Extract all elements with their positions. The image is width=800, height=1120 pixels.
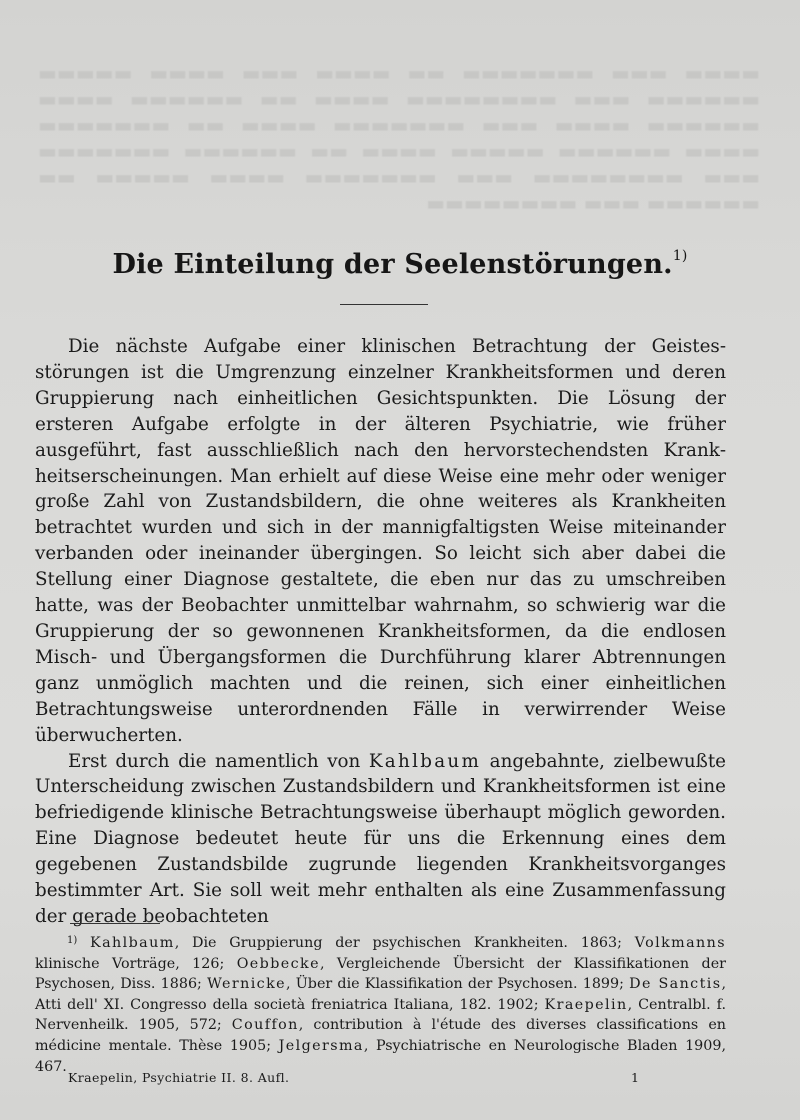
title-rule — [340, 304, 428, 305]
text-run: Erst durch die namentlich von — [68, 750, 369, 772]
footnote-mark: 1) — [67, 935, 78, 946]
footnote-text — [35, 931, 726, 1077]
footnote-run: , Centralbl. f. Nervenheilk. 1905, 572; — [35, 996, 726, 1034]
show-through-texture: ▬▬▬▬ ▬▬▬ ▬▬▬▬▬▬▬ ▬▬ ▬▬▬▬ ▬▬▬ ▬▬▬▬ ▬▬▬▬▬ ▬▬▬▬▬▬ ▬▬▬ ▬▬▬▬▬▬▬▬ ▬▬▬▬ ▬▬ ▬▬▬▬▬▬ ▬▬▬▬ ▬▬▬▬▬▬ ▬▬▬▬ ▬▬▬ ▬▬▬▬▬▬▬ ▬▬▬▬ ▬▬ ▬▬▬▬▬▬▬ ▬▬▬▬ ▬▬▬▬▬▬ ▬▬▬▬▬ ▬▬▬▬ ▬▬ ▬▬▬▬▬▬ ▬▬▬▬▬▬▬ ▬▬▬ ▬▬▬▬▬▬▬▬ ▬▬▬ ▬▬▬▬▬▬▬ ▬▬▬▬ ▬▬▬▬▬ ▬▬ ▬▬▬▬▬▬ ▬▬▬ ▬▬▬▬▬▬▬▬ — [38, 61, 760, 215]
spaced-name: Kahlbaum — [368, 750, 482, 772]
footnote-author: Oebbecke — [236, 955, 320, 972]
footnote-run: klinische Vorträge, 126; — [35, 955, 237, 972]
chapter-title — [0, 248, 800, 280]
footnote-author: Kahlbaum — [90, 935, 175, 951]
footnote-run: , Die Gruppierung der psychischen Krankheiten. 1863; — [174, 935, 635, 951]
footnote-rule — [70, 923, 160, 924]
footnote — [35, 931, 726, 1077]
chapter-title-text: Die Einteilung der Seelenstörungen. — [112, 249, 673, 280]
footnote-author: Wernicke — [207, 976, 286, 993]
body-text — [35, 334, 726, 930]
footnote-run: , Über die Klassifikation der Psychosen. 1899; — [286, 976, 630, 993]
footnote-run: , contribution à l'étude des diverses classifications en médicine mentale. Thèse 1905; — [35, 1017, 726, 1054]
footnote-author: De Sanctis — [629, 976, 722, 993]
signature-line: Kraepelin, Psychiatrie II. 8. Aufl. — [68, 1070, 290, 1085]
title-footnote-mark: 1) — [672, 248, 688, 264]
body-paragraph — [35, 749, 726, 930]
footnote-run: , Atti dell' XI. Congresso della società freniatrica Italiana, 182. 1902; — [35, 976, 726, 1013]
text-run: angebahnte, zielbewußte Unterscheidung zwischen Zustandsbildern und Krankheitsformen ist eine befriedigende klinische Betrachtungsweise überhaupt möglich geworden. Eine Diagnose bedeutet heute für uns die Erkennung eines dem gegebenen Zustandsbilde zugrunde liegenden Krankheitsvorganges bestimmter Art. Sie soll weit mehr enthalten als eine Zusammenfassung der gerade beobachteten — [35, 750, 726, 927]
text-run: Die nächste Aufgabe einer klinischen Betrachtung der Geistesstörungen ist die Umgrenzung einzelner Krankheitsformen und deren Gruppierung nach einheitlichen Gesichtspunkten. Die Lösung der ersteren Aufgabe erfolgte in der älteren Psychiatrie, wie früher ausgeführt, fast ausschließlich nach den hervorstechendsten Krankheitserscheinungen. Man erhielt auf diese Weise eine mehr oder weniger große Zahl von Zustandsbildern, die ohne weiteres als Krankheiten betrachtet wurden und sich in der mannigfaltigsten Weise miteinander verbanden oder ineinander übergingen. So leicht sich aber dabei die Stellung einer Diagnose gestaltete, die eben nur das zu umschreiben hatte, was der Beobachter unmittelbar wahrnahm, so schwierig war die Gruppierung der so gewonnenen Krankheitsformen, da die endlosen Misch- und Übergangsformen die Durchführung klarer Abtrennungen ganz unmöglich machten und die reinen, sich einer einheitlichen Betrachtungsweise unterordnenden Fälle in verwirrender Weise überwucherten. — [35, 336, 726, 746]
footnote-author: Couffon — [231, 1017, 299, 1034]
sheet-number: 1 — [631, 1070, 639, 1085]
footnote-run: , Psychiatrische en Neurologische Bladen 1909, 467. — [35, 1037, 726, 1075]
footnote-run: , Vergleichende Übersicht der Klassifikationen der Psychosen, Diss. 1886; — [35, 955, 726, 993]
footnote-author: Volkmanns — [634, 935, 726, 951]
footnote-author: Jelgersma — [278, 1037, 364, 1054]
footnote-author: Kraepelin — [544, 996, 628, 1013]
body-paragraph — [35, 334, 726, 749]
